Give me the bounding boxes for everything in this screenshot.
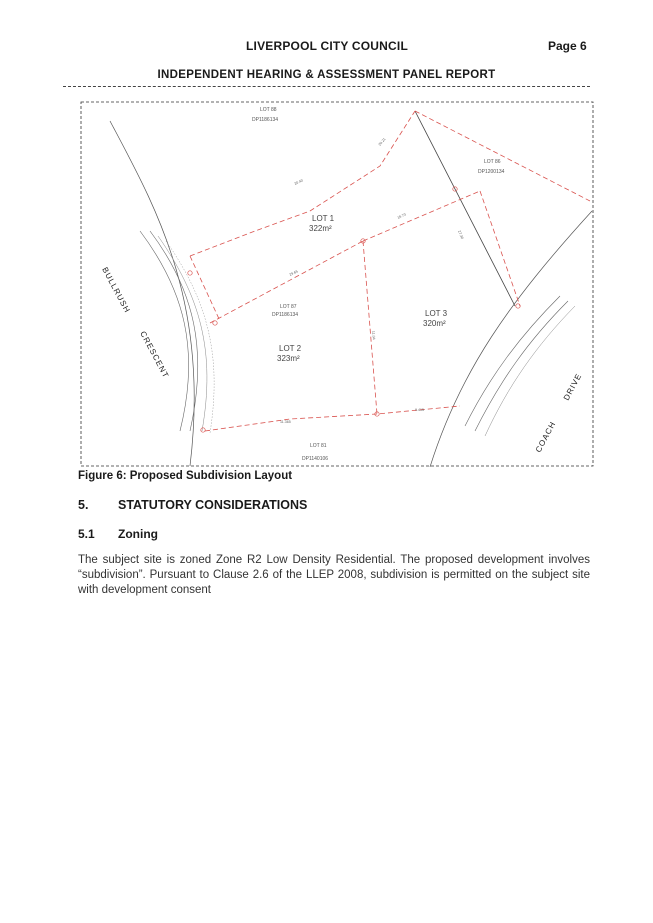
bullrush-kerb-3: [158, 236, 207, 431]
subsection-title: Zoning: [118, 527, 158, 541]
dimension-label: 9.415: [415, 408, 424, 412]
survey-point: [188, 271, 192, 275]
coach-road-outer: [430, 211, 592, 467]
street-coach: COACH: [533, 419, 558, 454]
section-number: 5.: [78, 498, 89, 512]
lot86-dp: DP1200134: [478, 169, 505, 175]
lot1-area: 322m²: [309, 224, 332, 233]
figure-frame: [81, 102, 593, 466]
survey-point: [213, 321, 217, 325]
subdivision-plan-figure: [80, 101, 594, 467]
figure-caption: Figure 6: Proposed Subdivision Layout: [78, 470, 293, 482]
survey-point: [201, 428, 205, 432]
lot1-lot2-boundary: [210, 241, 363, 323]
council-name: LIVERPOOL CITY COUNCIL: [246, 39, 408, 53]
header-rule: [63, 86, 590, 87]
lot3-area: 320m²: [423, 319, 446, 328]
coach-kerb-3: [485, 306, 575, 436]
lot88-name: LOT 88: [260, 107, 277, 113]
subsection-number: 5.1: [78, 527, 95, 541]
dimension-label: 11.365: [280, 420, 291, 424]
zoning-paragraph: The subject site is zoned Zone R2 Low Density Residential. The proposed development involves “subdivision”. Pursuant to Clause 2.6 of the LLEP 2008, subdivision is permitted on the subject site with development consent: [78, 554, 590, 596]
dimension-label: 27.30: [457, 229, 465, 240]
dimension-label: 11.04: [371, 330, 376, 340]
report-subtitle: INDEPENDENT HEARING & ASSESSMENT PANEL REPORT: [157, 69, 496, 81]
coach-kerb-2: [475, 301, 568, 431]
dimension-label: 29.65: [288, 269, 299, 277]
dimension-label: 20.21: [377, 137, 387, 147]
lot86-boundary: [415, 111, 590, 201]
lot2-name: LOT 2: [279, 344, 302, 353]
section-title: STATUTORY CONSIDERATIONS: [118, 498, 308, 512]
street-crescent: CRESCENT: [138, 329, 171, 380]
street-bullrush: BULLRUSH: [100, 265, 132, 315]
lot2-lot3-boundary: [363, 241, 377, 414]
dimension-label: 16.73: [396, 212, 407, 220]
lot81-name: LOT 81: [310, 443, 327, 449]
street-drive: DRIVE: [561, 371, 584, 402]
lot87-dp: DP1186134: [272, 312, 299, 318]
lot3-east-boundary: [480, 191, 520, 306]
lot87-name: LOT 87: [280, 304, 297, 310]
lot81-dp: DP1140106: [302, 456, 329, 462]
coach-kerb-1: [465, 296, 560, 426]
lot1-name: LOT 1: [312, 214, 335, 223]
lot1-west-boundary: [190, 256, 220, 321]
lot2-area: 323m²: [277, 354, 300, 363]
lot88-dp: DP1186134: [252, 117, 279, 123]
dimension-label: 20.40: [293, 178, 304, 186]
rear-boundary: [415, 111, 515, 306]
survey-point: [516, 304, 520, 308]
lot1-north-boundary: [190, 111, 415, 256]
lot3-name: LOT 3: [425, 309, 448, 318]
page-number: Page 6: [548, 39, 587, 53]
lot86-name: LOT 86: [484, 159, 501, 165]
